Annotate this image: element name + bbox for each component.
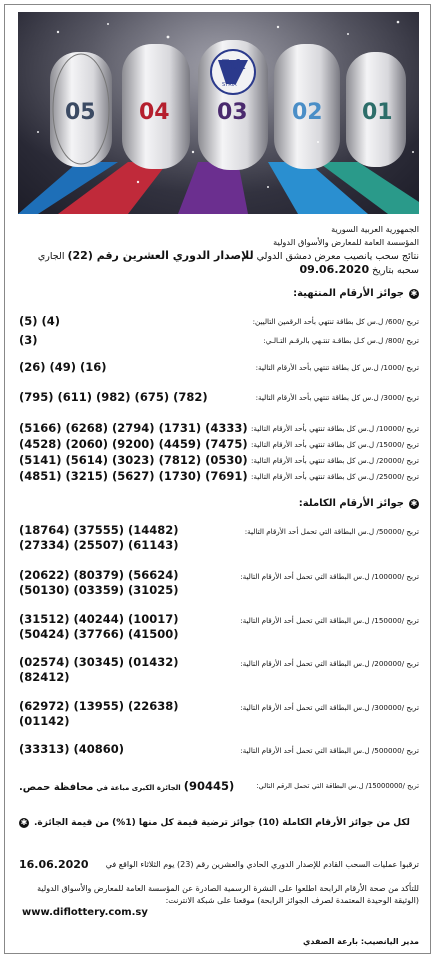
ending-prize-row: تربح /25000/ ل.س كل بطاقة تنتهي بأحد الأرقام التالية: (4851) (3215) (5627) (1730) (7691) (19, 469, 419, 483)
drum-label-01: 01 (362, 100, 393, 125)
drum-label-04: 04 (139, 100, 170, 125)
country-name: الجمهورية العربية السورية (331, 224, 419, 234)
full-numbers-title: ✱ جوائز الأرقام الكاملة: (298, 498, 418, 509)
drum-label-05: 05 (65, 100, 96, 125)
grand-prize-details: (90445) الجائزة الكبرى مباعة في محافظة حمص. (19, 779, 235, 793)
ending-prize-row: تربح /1000/ ل.س كل بطاقة تنتهي بأحد الأرقام التالية: (26) (49) (16) (19, 360, 419, 374)
ending-prize-row: تربح /20000/ ل.س كل بطاقة تنتهي بأحد الأرقام التالية: (5141) (5614) (3023) (7812) (0530) (19, 453, 419, 467)
grand-prize-row: تربح /15000000/ ل.س البطاقة التي تحمل الرقم التالي: (90445) الجائزة الكبرى مباعة في محافظة حمص. (19, 779, 419, 793)
star-bullet-icon: ✱ (20, 818, 28, 827)
ending-prize-row: تربح /10000/ ل.س كل بطاقة تنتهي بأحد الأرقام التالية: (5166) (6268) (2794) (1731) (4333) (19, 421, 419, 435)
verification-note: للتأكد من صحة الأرقام الرابحة اطلعوا على النشرة الرسمية الصادرة عن المؤسسة العامة للمعارض والأسواق الدولية (الوثيقة الوحيدة المعتمدة لصرف الجوائز الرابحة) موقعنا على شبكة الانترنت: (37, 884, 419, 905)
banner-image (18, 12, 419, 214)
star-bullet-icon: ✱ (410, 288, 418, 298)
draw-title-suffix: الجاري سحبه بتاريخ (37, 251, 419, 276)
star-bullet-icon: ✱ (410, 498, 418, 508)
next-draw-text: ترقبوا عمليات السحب القادم للإصدار الدوري الحادي والعشرين رقم (23) يوم الثلاثاء الواقع في (105, 860, 419, 869)
draw-date: 09.06.2020 (299, 263, 370, 276)
draw-title-prefix: نتائج سحب يانصيب معرض دمشق الدولي (256, 251, 419, 262)
ending-prize-row: تربح /15000/ ل.س كل بطاقة تنتهي بأحد الأرقام التالية: (4528) (2060) (9200) (4459) (7475) (19, 437, 419, 451)
full-prize-row: تربح /50000/ ل.س البطاقة التي تحمل أحد الأرقام التالية: (18764) (37555) (14482) (27334) (25507) (61143) (19, 523, 419, 552)
drum-label-02: 02 (292, 100, 323, 125)
full-prize-row: تربح /300000/ ل.س البطاقة التي تحمل أحد الأرقام التالية: (62972) (13955) (22638) (01142) (19, 699, 419, 728)
organization-name: المؤسسة العامة للمعارض والأسواق الدولية (273, 237, 419, 247)
grand-prize-number: (90445) (183, 779, 235, 793)
ending-prize-row: تربح /3000/ ل.س كل بطاقة تنتهي بأحد الأرقام التالية: (795) (611) (982) (675) (782) (19, 390, 419, 404)
full-prize-row: تربح /500000/ ل.س البطاقة التي تحمل أحد الأرقام التالية: (33313) (40860) (19, 742, 419, 756)
next-draw (19, 858, 419, 871)
full-prize-row: تربح /100000/ ل.س البطاقة التي تحمل أحد الأرقام التالية: (20622) (80379) (56624) (50130) (03359) (31025) (19, 568, 419, 597)
ending-numbers-title: ✱ جوائز الأرقام المنتهية: (293, 288, 418, 299)
next-draw-date: 16.06.2020 (19, 858, 89, 871)
header (19, 223, 419, 277)
logo-subtext: SYRIA (222, 82, 237, 88)
website-link[interactable]: www.diflottery.com.sy (22, 907, 148, 918)
ending-prize-row: تربح /600/ ل.س كل بطاقة تنتهي بأحد الرقمين التاليين: (5) (4) (19, 314, 419, 328)
draw-title (19, 249, 419, 277)
full-prize-row: تربح /150000/ ل.س البطاقة التي تحمل أحد الأرقام التالية: (31512) (40244) (10017) (50424) (37766) (41500) (19, 612, 419, 641)
ending-prize-row: تربح /800/ ل.س كـل بطاقـة تنتـهي بالرقـم التـالـي: (3) (19, 333, 419, 347)
consolation-note: ✱ لكل من جوائز الأرقام الكاملة (10) جوائز ترضية قيمة كل منها (1%) من قيمة الجائزة. (20, 818, 410, 828)
draw-title-issue: للإصدار الدوري العشرين رقم (22) (67, 249, 254, 262)
full-prize-row: تربح /200000/ ل.س البطاقة التي تحمل أحد الأرقام التالية: (02574) (30345) (01432) (82412) (19, 655, 419, 684)
drum-label-03: 03 (217, 100, 248, 125)
logo-text: 7th (221, 58, 246, 73)
grand-prize-city: محافظة حمص. (19, 782, 94, 793)
director-signature: مدير اليانصيب: بارعة الصفدي (302, 937, 419, 946)
